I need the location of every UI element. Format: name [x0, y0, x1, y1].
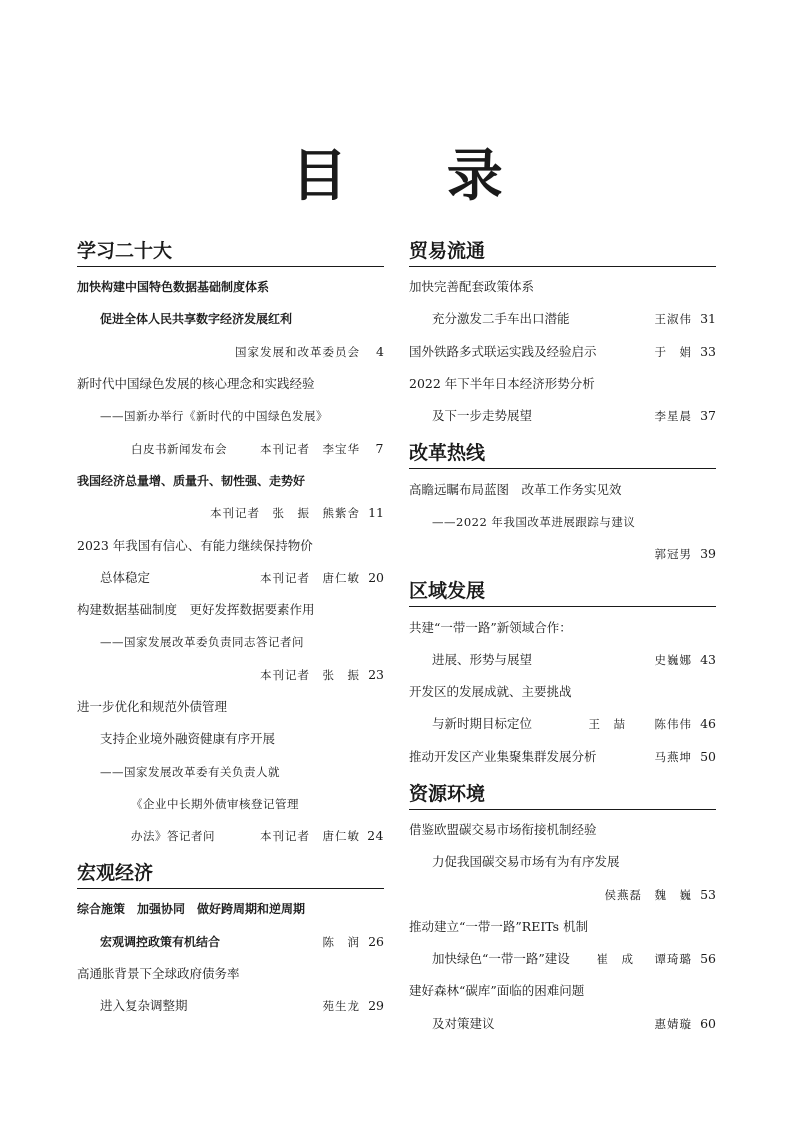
author: 本刊记者 张 振 熊紫舍	[210, 506, 360, 521]
author: 陈伟伟	[654, 717, 692, 732]
author: 本刊记者 唐仁敏	[260, 829, 360, 844]
page-number[interactable]: 43	[700, 651, 716, 667]
toc-entry-title[interactable]: 及下一步走势展望 李星晨 37	[409, 400, 716, 432]
toc-entry-title[interactable]: 2023 年我国有信心、有能力继续保持物价	[77, 537, 313, 553]
toc-entry-title[interactable]: 力促我国碳交易市场有为有序发展	[432, 854, 620, 870]
toc-entry-title[interactable]: 高瞻远瞩布局蓝图 改革工作务实见效	[409, 481, 622, 497]
toc-entry-title[interactable]: 2022 年下半年日本经济形势分析	[409, 376, 595, 392]
section-heading: 学习二十大	[77, 236, 384, 267]
toc-entry-title[interactable]: 促进全体人民共享数字经济发展红利	[100, 312, 293, 327]
toc-entry-subtitle: 白皮书新闻发布会 本刊记者 李宝华 7	[77, 432, 384, 464]
page-number[interactable]: 7	[375, 440, 384, 456]
page-number[interactable]: 53	[700, 886, 716, 902]
author: 郭冠男	[654, 547, 692, 562]
author: 本刊记者 唐仁敏	[260, 570, 360, 585]
section-heading: 贸易流通	[409, 236, 716, 267]
page-number[interactable]: 11	[368, 505, 384, 521]
toc-right-column	[409, 236, 716, 1040]
toc-entry-title[interactable]: 我国经济总量增、质量升、韧性强、走势好	[77, 473, 306, 488]
toc-entry-title[interactable]: 综合施策 加强协同 做好跨周期和逆周期	[77, 902, 306, 917]
toc-entry-subtitle: 办法》答记者问 本刊记者 唐仁敏 24	[77, 820, 384, 852]
page-number[interactable]: 46	[700, 716, 716, 732]
toc-entry-title[interactable]: 充分激发二手车出口潜能 王淑伟 31	[409, 303, 716, 335]
author: 国家发展和改革委员会	[235, 344, 360, 359]
author: 本刊记者 李宝华	[260, 441, 360, 456]
toc-entry-title[interactable]: 宏观调控政策有机结合 陈 润 26	[77, 926, 384, 958]
author: 史巍娜	[654, 652, 692, 667]
toc-entry-title[interactable]: 进一步优化和规范外债管理	[77, 699, 228, 714]
toc-entry-title[interactable]: 建好森林“碳库”面临的困难问题	[409, 983, 585, 999]
toc-entry-subtitle: ——国家发展改革委有关负责人就	[100, 764, 280, 779]
author: 陈 润	[322, 934, 360, 949]
author: 王 喆	[588, 717, 626, 732]
author: 马燕坤	[654, 749, 692, 764]
page-number[interactable]: 26	[368, 933, 384, 949]
page-title: 目 录	[291, 143, 543, 209]
toc-entry-meta	[77, 336, 384, 368]
toc-entry-title[interactable]: 构建数据基础制度 更好发挥数据要素作用	[77, 602, 315, 618]
toc-entry-meta	[77, 659, 384, 691]
toc-entry-title[interactable]: 支持企业境外融资健康有序开展	[100, 731, 276, 747]
page-number[interactable]: 56	[700, 951, 716, 967]
section-heading: 改革热线	[409, 438, 716, 469]
page-number[interactable]: 23	[368, 666, 384, 682]
author: 于 娟	[654, 344, 692, 359]
toc-entry-subtitle: 《企业中长期外债审核登记管理	[131, 796, 299, 811]
toc-entry-title[interactable]: 开发区的发展成就、主要挑战	[409, 684, 572, 700]
author: 惠婧璇	[654, 1016, 692, 1031]
page-number[interactable]: 4	[376, 343, 384, 359]
toc-entry-title[interactable]: 加快完善配套政策体系	[409, 279, 535, 295]
toc-entry-title[interactable]: 高通胀背景下全球政府债务率	[77, 966, 240, 982]
page-number[interactable]: 20	[368, 569, 384, 585]
toc-entry-title[interactable]: 总体稳定 本刊记者 唐仁敏 20	[77, 562, 384, 594]
toc-entry-title[interactable]: 及对策建议 惠婧璇 60	[409, 1008, 716, 1040]
author: 本刊记者 张 振	[260, 667, 360, 682]
toc-entry-meta	[409, 538, 716, 570]
toc-entry-subtitle: ——国家发展改革委负责同志答记者问	[100, 635, 304, 650]
toc-entry-title[interactable]: 与新时期目标定位 王 喆 陈伟伟 46	[409, 708, 716, 740]
toc-entry-title[interactable]: 借鉴欧盟碳交易市场衔接机制经验	[409, 822, 597, 837]
toc-left-column	[77, 236, 384, 1023]
toc-entry-title[interactable]: 共建“一带一路”新领域合作：	[409, 619, 572, 635]
toc-entry-title[interactable]: 推动建立“一带一路”REITs 机制	[409, 918, 589, 934]
section-heading: 资源环境	[409, 779, 716, 810]
author: 崔 成	[596, 952, 634, 967]
section-heading: 宏观经济	[77, 858, 384, 889]
toc-entry-title[interactable]: 新时代中国绿色发展的核心理念和实践经验	[77, 376, 315, 392]
toc-entry-subtitle: ——2022 年我国改革进展跟踪与建议	[432, 514, 636, 529]
toc-entry-title[interactable]: 国外铁路多式联运实践及经验启示 于 娟 33	[409, 336, 716, 368]
page-number[interactable]: 31	[700, 311, 716, 327]
toc-entry-meta	[409, 878, 716, 910]
page-number[interactable]: 29	[368, 998, 384, 1014]
toc-entry-title[interactable]: 推动开发区产业集聚集群发展分析 马燕坤 50	[409, 741, 716, 773]
page-number[interactable]: 33	[700, 343, 716, 359]
page-number[interactable]: 39	[700, 546, 716, 562]
section-heading: 区域发展	[409, 576, 716, 607]
toc-entry-title[interactable]: 加快绿色“一带一路”建设 崔 成 谭琦璐 56	[409, 943, 716, 975]
toc-entry-title[interactable]: 进入复杂调整期 苑生龙 29	[77, 990, 384, 1022]
toc-entry-subtitle: ——国新办举行《新时代的中国绿色发展》	[100, 409, 328, 424]
toc-entry-meta	[77, 497, 384, 529]
page-number[interactable]: 60	[700, 1015, 716, 1031]
page-number[interactable]: 37	[700, 408, 716, 424]
author: 谭琦璐	[654, 952, 692, 967]
page-number[interactable]: 24	[367, 828, 384, 844]
toc-entry-title[interactable]: 进展、形势与展望 史巍娜 43	[409, 644, 716, 676]
page-number[interactable]: 50	[700, 748, 716, 764]
author: 李星晨	[654, 409, 692, 424]
author: 苑生龙	[322, 999, 360, 1014]
author: 侯燕磊 魏 巍	[604, 887, 692, 902]
author: 王淑伟	[654, 312, 692, 327]
toc-entry-title[interactable]: 加快构建中国特色数据基础制度体系	[77, 280, 270, 295]
